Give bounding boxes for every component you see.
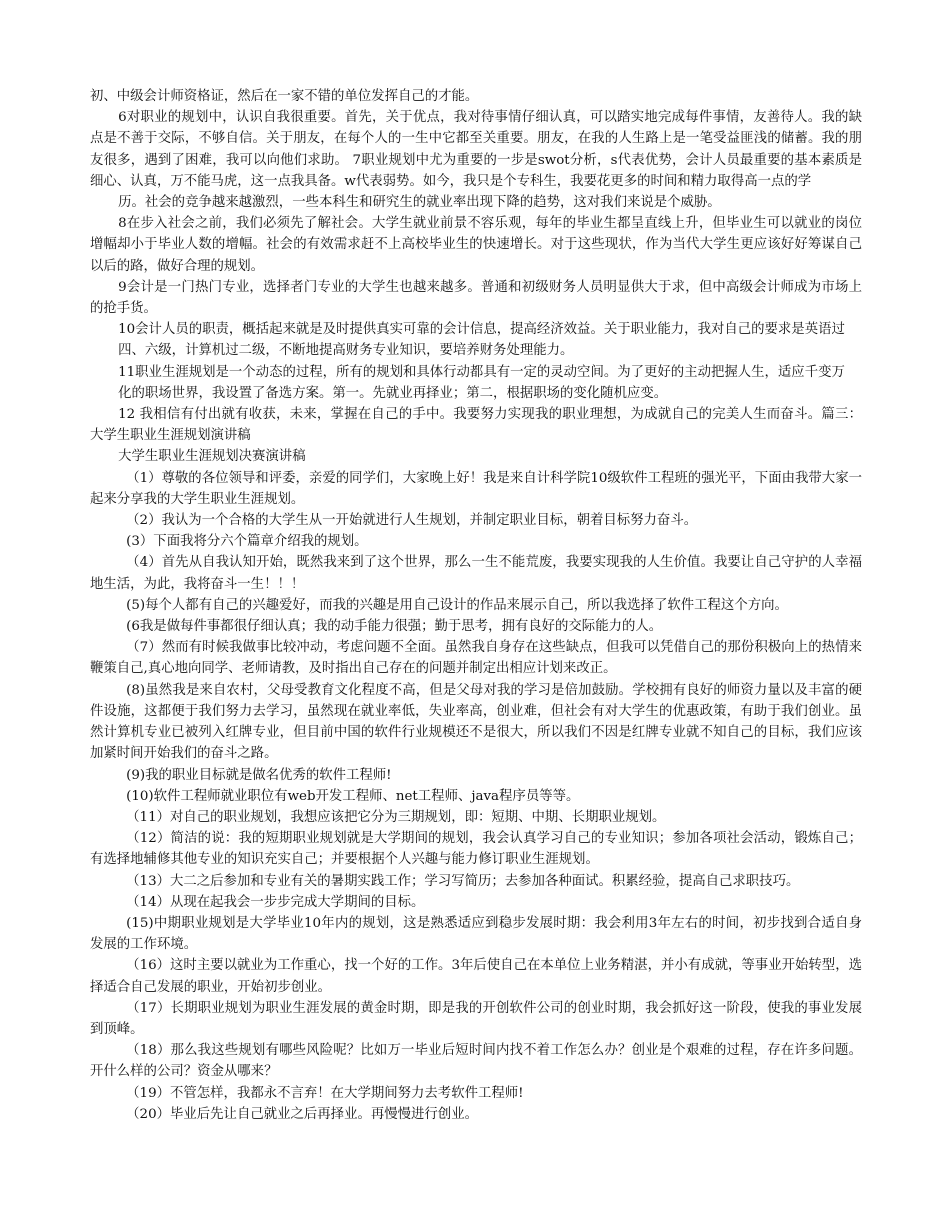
paragraph-11: （1）尊敬的各位领导和评委，亲爱的同学们，大家晚上好！我是来自计科学院10级软件工程班的强光平，下面由我带大家一起来分享我的大学生职业生涯规划。 — [90, 470, 862, 507]
paragraph-22: （12）简洁的说：我的短期职业规划就是大学期间的规划，我会认真学习自己的专业知识；参加各项社会活动，锻炼自己；有选择地辅修其他专业的知识充实自己；并要根据个人兴趣与能力修订职业生涯规划。 — [90, 831, 862, 868]
paragraph-23: （13）大二之后参加和专业有关的暑期实践工作；学习写简历；去参加各种面试。积累经验，提高自己求职技巧。 — [126, 873, 800, 889]
paragraph-28: （18）那么我这些规划有哪些风险呢？比如万一毕业后短时间内找不着工作怎么办？创业是个艰难的过程，存在许多问题。开什么样的公司？资金从哪来？ — [90, 1043, 862, 1080]
paragraph-25: (15)中期职业规划是大学毕业10年内的规划，这是熟悉适应到稳步发展时期：我会利用3年左右的时间，初步找到合适自身发展的工作环境。 — [90, 915, 862, 953]
paragraph-0: 初、中级会计师资格证，然后在一家不错的单位发挥自己的才能。 — [90, 89, 479, 104]
paragraph-29: （19）不管怎样，我都永不言弃！在大学期间努力去考软件工程师! — [126, 1085, 524, 1101]
paragraph-30: （20）毕业后先让自己就业之后再择业。再慢慢进行创业。 — [126, 1106, 478, 1122]
paragraph-26: （16）这时主要以就业为工作重心，找一个好的工作。3年后使自己在本单位上业务精湛，并小有成就，等事业开始转型，选择适合自己发展的职业，开始初步创业。 — [90, 958, 862, 995]
paragraph-1: 6对职业的规划中，认识自我很重要。首先，关于优点，我对待事情仔细认真，可以踏实地完成每件事情，友善待人。我的缺点是不善于交际，不够自信。关于朋友，在每个人的一生中它都至关重要。朋友，在我的人生路上是一笔受益匪浅的储蓄。我的朋友很多，遇到了困难，我可以向他们求助。 7职业规划中尤为重要的一步是swot分析，s代表优势，会计人员最重要的基本素质是细心、认真，万不能马虎，这一点我具备。w代表弱势。如今，我只是个专科生，我要花更多的时间和精力取得高一点的学 — [90, 110, 862, 189]
paragraph-4: 9会计是一门热门专业，选择者门专业的大学生也越来越多。普通和初级财务人员明显供大于求，但中高级会计师成为市场上的抢手货。 — [90, 279, 862, 317]
paragraph-13: (3）下面我将分六个篇章介绍我的规划。 — [126, 534, 368, 550]
paragraph-14: （4）首先从自我认知开始，既然我来到了这个世界，那么一生不能荒废，我要实现我的人生价值。我要让自己守护的人幸福地生活，为此，我将奋斗一生！！！ — [90, 555, 862, 592]
paragraph-21: （11）对自己的职业规划，我想应该把它分为三期规划，即：短期、中期、长期职业规划。 — [126, 809, 666, 825]
paragraph-12: （2）我认为一个合格的大学生从一开始就进行人生规划，并制定职业目标，朝着目标努力奋斗。 — [126, 513, 698, 529]
paragraph-18: (8)虽然我是来自农村，父母受教育文化程度不高，但是父母对我的学习是倍加鼓励。学校拥有良好的师资力量以及丰富的硬件设施，这都便于我们努力去学习，虽然现在就业率低，失业率高，创业难，但社会有对大学生的优惠政策，有助于我们创业。虽然计算机专业已被列入红牌专业，但目前中国的软件行业规模还不是很大，所以我们不因是红牌专业就不知自己的目标，我们应该加紧时间开始我们的奋斗之路。 — [90, 682, 862, 762]
paragraph-3: 8在步入社会之前，我们必须先了解社会。大学生就业前景不容乐观，每年的毕业生都呈直线上升，但毕业生可以就业的岗位增幅却小于毕业人数的增幅。社会的有效需求赶不上高校毕业生的快速增长。对于这些现状，作为当代大学生更应该好好筹谋自己以后的路，做好合理的规划。 — [90, 216, 862, 274]
paragraph-20: (10)软件工程师就业职位有web开发工程师、net工程师、java程序员等等。 — [126, 788, 580, 804]
paragraph-6: 四、六级，计算机过二级，不断地提高财务专业知识，要培养财务处理能力。 — [118, 343, 574, 359]
paragraph-5: 10会计人员的职责，概括起来就是及时提供真实可靠的会计信息，提高经济效益。关于职业能力，我对自己的要求是英语过 — [118, 322, 845, 338]
paragraph-10: 大学生职业生涯规划决赛演讲稿 — [118, 449, 306, 465]
paragraph-2: 历。社会的竞争越来越激烈，一些本科生和研究生的就业率出现下降的趋势，这对我们来说是个威胁。 — [118, 195, 721, 211]
paragraph-7: 11职业生涯规划是一个动态的过程，所有的规划和具体行动都具有一定的灵动空间。为了更好的主动把握人生，适应千变万 — [118, 364, 845, 380]
paragraph-9: 12 我相信有付出就有收获，未来，掌握在自己的手中。我要努力实现我的职业理想，为成就自己的完美人生而奋斗。篇三：大学生职业生涯规划演讲稿 — [90, 407, 862, 444]
paragraph-8: 化的职场世界，我设置了备选方案。第一。先就业再择业；第二，根据职场的变化随机应变。 — [118, 385, 668, 401]
paragraph-16: (6我是做每件事都很仔细认真；我的动手能力很强；勤于思考，拥有良好的交际能力的人。 — [126, 619, 663, 635]
paragraph-15: (5)每个人都有自己的兴趣爱好，而我的兴趣是用自己设计的作品来展示自己，所以我选择了软件工程这个方向。 — [126, 597, 788, 613]
paragraph-17: （7）然而有时候我做事比较冲动，考虑问题不全面。虽然我自身存在这些缺点，但我可以凭借自己的那份积极向上的热情来鞭策自己,真心地向同学、老师请教，及时指出自己存在的问题并制定出相应计划来改正。 — [90, 640, 862, 677]
paragraph-19: (9)我的职业目标就是做名优秀的软件工程师! — [126, 767, 392, 783]
paragraph-27: （17）长期职业规划为职业生涯发展的黄金时期，即是我的开创软件公司的创业时期，我会抓好这一阶段，使我的事业发展到顶峰。 — [90, 1000, 862, 1037]
paragraph-24: （14）从现在起我会一步步完成大学期间的目标。 — [126, 894, 425, 910]
